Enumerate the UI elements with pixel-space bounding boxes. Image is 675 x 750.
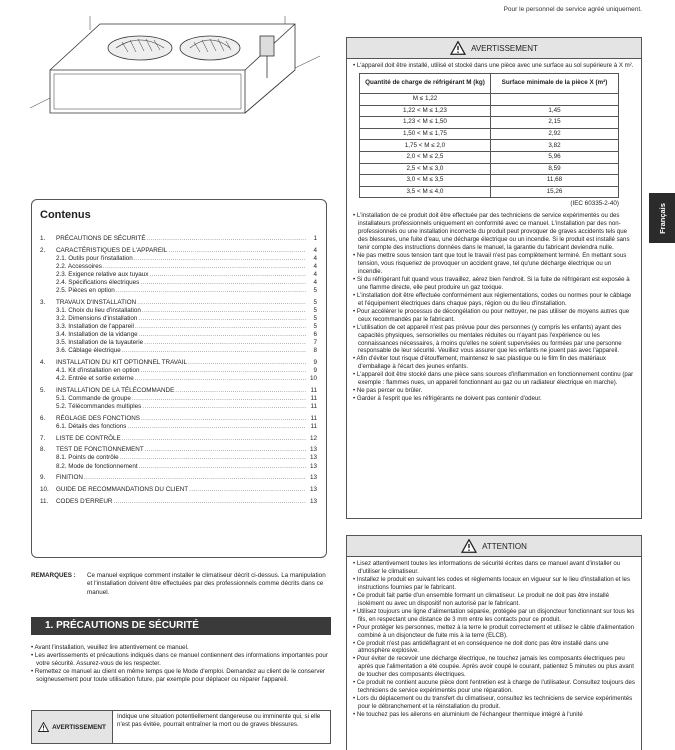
table-cell [491,93,619,105]
intro-text: • L'appareil doit être installé, utilisé et stocké dans une pièce avec une surface au sol supérieure à X m². [353,62,634,69]
toc-number: 8. [40,446,46,454]
toc-page: 1 [313,235,317,242]
table-cell: 1,50 < M ≤ 1,75 [360,128,491,140]
warning-definition: Indique une situation potentiellement dangereuse ou imminente qui, si elle n'est pas évitée, pourrait entraîner la mort ou de graves blessures. [113,710,331,744]
toc-page: 11 [310,414,317,422]
toc-text: 4.1. Kit d'installation en option [56,367,140,375]
toc-leader [188,359,306,367]
table-row [360,105,619,117]
toc-page: 4 [313,270,317,278]
indoor-unit-illustration [30,8,325,118]
toc-number: 5. [40,386,46,394]
toc-entry [40,367,317,375]
toc-page: 8 [313,347,317,355]
toc-number: 9. [40,474,46,482]
toc-page: 4 [313,254,317,262]
toc-page: 11 [310,386,317,394]
toc-entry [40,331,317,339]
toc-text: PRÉCAUTIONS DE SÉCURITÉ [56,235,146,242]
table-row [360,163,619,175]
toc-text: INSTALLATION DU KIT OPTIONNEL TRAVAIL [56,359,187,367]
toc-entry [40,255,317,263]
section-1-title: 1. PRÉCAUTIONS DE SÉCURITÉ [31,617,331,635]
list-item: • Les avertissements et précautions indiqués dans ce manuel contiennent des informations importantes pour votre sécurité. Assurez-vous de les respecter. [31,652,328,668]
table-row [360,175,619,187]
toc-entry [40,339,317,347]
toc-entry [40,375,317,383]
toc-title: Contenus [40,209,91,221]
table-cell: 1,45 [491,105,619,117]
toc-page: 5 [313,298,317,306]
list-item: • L'installation de ce produit doit être effectuée par des techniciens de service expérimentés ou des installateurs professionnels uniquement en conformité avec ce manuel. L'installation par des non-professionnels ou une installation incorrecte du produit peut provoquer de graves accidents tels que des blessures, une fuite d'eau, une décharge électrique ou un incendie. Si le produit est installé sans tenir compte des instructions données dans le manuel, la garantie du fabricant deviendra nulle. [353,212,630,252]
toc-text: 2.1. Outils pour l'installation [56,254,133,262]
list-item: • Pour éviter de recevoir une décharge électrique, ne touchez jamais les composants électriques peu après que l'alimentation a été coupée. Après avoir coupé le courant, patientez 5 minutes ou plus avant de toucher des composants électriques. [353,655,634,679]
toc-entry [40,498,317,506]
toc-text: 3.5. Installation de la tuyauterie [56,339,144,347]
toc-leader [139,463,306,471]
toc-page: 4 [313,279,317,287]
toc-entry [40,403,317,411]
toc-text: 3.1. Choix du lieu d'installation [56,306,141,314]
list-item: • Ne touchez pas les ailerons en aluminium de l'échangeur thermique intégré à l'unité [353,711,583,719]
remarques-note [31,572,331,597]
refrigerant-table [359,73,619,198]
table-row [360,151,619,163]
toc-leader [113,498,306,506]
table-cell: 2,92 [491,128,619,140]
toc-text: 2.3. Exigence relative aux tuyaux [56,270,149,278]
toc-entry [40,423,317,431]
toc-text: 3.4. Installation de la vidange [56,331,138,339]
avertissement-box [346,37,642,519]
toc-leader [149,271,306,279]
toc-text: FINITION [56,474,83,482]
list-item: • Garder à l'esprit que les réfrigérants ne doivent pas contenir d'odeur. [353,395,542,403]
toc-entry [40,287,317,295]
table-cell: 8,59 [491,163,619,175]
toc-entry [40,415,317,423]
toc-entry [40,323,317,331]
toc-text: 4.2. Entrée et sortie externe [56,375,134,383]
avertissement-title: AVERTISSEMENT [471,43,538,53]
avertissement-body [347,59,641,403]
table-cell: 11,68 [491,175,619,187]
header-note: Pour le personnel de service agréé uniquement. [503,6,642,13]
toc-entry [40,235,317,243]
table-cell: 2,15 [491,117,619,129]
list-item: • Avant l'installation, veuillez lire attentivement ce manuel. [31,644,189,651]
toc-entry [40,359,317,367]
toc-entry [40,247,317,255]
toc-leader [139,331,306,339]
table-row [360,93,619,105]
toc-entry [40,395,317,403]
toc-page: 5 [313,306,317,314]
toc-leader [144,339,306,347]
table-row [360,140,619,152]
list-item: • L'installation doit être effectuée conformément aux réglementations, codes ou normes pour le câblage et l'équipement électriques dans chaque pays, région ou du lieu d'installation. [353,291,632,307]
toc-page: 12 [309,434,317,442]
toc-number: 4. [40,359,46,367]
toc-page: 13 [309,446,317,454]
toc-leader [122,435,306,443]
toc-page: 9 [313,367,317,375]
toc-entry [40,307,317,315]
toc-leader [127,423,306,431]
toc-text: 5.2. Télécommandes multiples [56,403,142,411]
warning-triangle-icon [450,41,466,55]
toc-page: 11 [310,422,317,430]
toc-text: 2.4. Spécifications électriques [56,279,140,287]
toc-text: CODES D'ERREUR [56,497,113,505]
toc-leader [168,247,306,255]
toc-number: 1. [40,235,46,242]
warning-definition-row [31,710,331,744]
toc-page: 6 [313,331,317,339]
toc-entry [40,263,317,271]
section-1-bullets [31,644,331,684]
toc-leader [116,287,306,295]
toc-number: 3. [40,298,46,306]
table-reference: (IEC 60335-2-40) [570,200,619,208]
toc-page: 5 [313,323,317,331]
list-item: • Ce produit fait partie d'un ensemble formant un climatiseur. Le produit ne doit pas être installé isolément ou avec un dispositif non autorisé par le fabricant. [353,591,609,607]
toc-page: 7 [313,339,317,347]
table-cell: 1,75 < M ≤ 2,0 [360,140,491,152]
toc-page: 13 [309,474,317,482]
toc-leader [147,235,306,243]
toc-page: 13 [309,485,317,493]
table-cell: M ≤ 1,22 [360,93,491,105]
toc-page: 11 [310,395,317,403]
toc-number: 7. [40,434,46,442]
list-item: • Ne pas mettre sous tension tant que tout le travail n'est pas complètement terminé. En mettant sous tension, vous risqueriez de provoquer un accident grave, tel qu'une décharge électrique ou un incendie. [353,252,627,275]
list-item: • L'utilisation de cet appareil n'est pas prévue pour des personnes (y compris les enfants) ayant des capacités physiques, sensorielles ou mentales réduites ou n'ayant pas l'expérience ou les connaissances nécessaires, à moins qu'elles ne soient supervisées ou formées par une personne responsable de leur sécurité. Veuillez vous assurer que les enfants ne jouent pas avec l'appareil. [353,323,622,355]
toc-text: LISTE DE CONTRÔLE [56,434,121,442]
toc-leader [175,387,306,395]
toc-text: 5.1. Commande de groupe [56,395,131,403]
warning-triangle-icon [38,722,49,732]
toc-leader [137,299,306,307]
toc-page: 13 [309,497,317,505]
toc-entry [40,463,317,471]
table-cell: 2,5 < M ≤ 3,0 [360,163,491,175]
toc-page: 4 [313,262,317,270]
toc-entry [40,315,317,323]
table-cell: 3,5 < M ≤ 4,0 [360,186,491,198]
toc-entry [40,387,317,395]
table-cell: 1,22 < M ≤ 1,23 [360,105,491,117]
toc-leader [122,347,306,355]
list-item: • Afin d'éviter tout risque d'étouffement, maintenez le sac plastique ou le film fin des matériaux d'emballage à l'écart des jeunes enfants. [353,355,606,371]
list-item: • Installez le produit en suivant les codes et règlements locaux en vigueur sur le lieu d'installation et les instructions fournies par le fabricant. [353,575,630,591]
table-row [360,117,619,129]
table-cell: 2,0 < M ≤ 2,5 [360,151,491,163]
toc-leader [120,454,306,462]
table-cell: 5,96 [491,151,619,163]
toc-page: 9 [313,359,317,367]
language-tab-label: Français [657,202,667,234]
attention-box [346,535,642,750]
list-item: • Ce produit n'est pas antidéflagrant et en conséquence ne doit donc pas être installé dans une atmosphère explosive. [353,639,609,655]
table-row [360,128,619,140]
table-row [360,186,619,198]
toc-number: 11. [40,497,49,505]
list-item: • Remettez ce manuel au client en même temps que le Mode d'emploi. Demandez au client de le conserver soigneusement pour toute utilisation future, par exemple pour déplacer ou réparer l'appareil. [31,668,325,684]
toc-text: 3.6. Câblage électrique [56,347,121,355]
toc-leader [138,315,306,323]
table-cell: 3,0 < M ≤ 3,5 [360,175,491,187]
toc-entry [40,347,317,355]
toc-text: TEST DE FONCTIONNEMENT [56,446,144,454]
toc-entry [40,271,317,279]
toc-entry [40,299,317,307]
toc-page: 13 [309,462,317,470]
warning-triangle-icon [461,539,477,553]
toc-leader [135,375,306,383]
toc-leader [142,307,306,315]
toc-leader [140,279,306,287]
toc-entry [40,435,317,443]
toc-text: 8.2. Mode de fonctionnement [56,462,138,470]
list-item: • Lors du déplacement ou du transfert du climatiseur, consultez les techniciens de service expérimentés pour le débranchement et la réinstallation du produit. [353,695,633,711]
toc-entry [40,474,317,482]
toc-entry [40,279,317,287]
toc-text: 8.1. Points de contrôle [56,454,119,462]
toc-text: GUIDE DE RECOMMANDATIONS DU CLIENT [56,485,189,493]
toc-text: 3.2. Dimensions d'installation [56,315,138,323]
toc-entry [40,486,317,494]
list-item: • Si du réfrigérant fuit quand vous travaillez, aérez bien l'endroit. Si la fuite de réfrigérant est exposée à une flamme directe, elle peut produire un gaz toxique. [353,275,630,291]
toc-list [40,235,317,506]
toc-entry [40,446,317,454]
toc-text: INSTALLATION DE LA TÉLÉCOMMANDE [56,386,175,394]
list-item: • Ce produit ne contient aucune pièce dont l'entretien est à charge de l'utilisateur. Consultez toujours des techniciens de service expérimentés pour une réparation. [353,679,635,695]
toc-page: 5 [313,315,317,323]
remarques-label: REMARQUES : [31,572,76,579]
warning-label [31,710,113,744]
toc-text: 2.5. Pièces en option [56,287,115,295]
warning-label-text: AVERTISSEMENT [52,723,106,731]
list-item: • L'appareil doit être stocké dans une pièce sans sources d'inflammation en fonctionnement continu (par exemple : flammes nues, un appareil fonctionnant au gaz ou un radiateur électrique en marche). [353,371,634,387]
table-header: Surface minimale de la pièce X (m²) [491,73,619,93]
table-header: Quantité de charge de réfrigérant M (kg) [360,73,491,93]
toc-text: 6.1. Détails des fonctions [56,422,127,430]
list-item: • Pour accélérer le processus de décongélation ou pour nettoyer, ne pas utiliser de moyens autres que ceux recommandés par le fabricant. [353,307,630,323]
table-cell: 1,23 < M ≤ 1,50 [360,117,491,129]
toc-text: 2.2. Accessoires [56,262,102,270]
attention-header [347,536,641,557]
toc-page: 13 [309,454,317,462]
toc-leader [145,446,306,454]
list-item: • Pour protéger les personnes, mettez à la terre le produit correctement et utilisez le câble d'alimentation combiné à un disjoncteur de fuite mis à la terre (ELCB). [353,623,635,639]
toc-leader [189,486,306,494]
table-cell: 3,82 [491,140,619,152]
toc-leader [141,415,306,423]
attention-bullets [347,557,641,719]
toc-entry [40,454,317,462]
toc-leader [135,323,306,331]
toc-leader [140,367,306,375]
toc-page: 4 [313,246,317,254]
toc-leader [84,474,306,482]
toc-leader [132,395,306,403]
toc-page: 5 [313,287,317,295]
toc-page: 10 [309,375,317,383]
toc-number: 2. [40,246,46,254]
toc-leader [142,403,306,411]
avertissement-header [347,38,641,59]
toc-leader [103,263,306,271]
attention-title: ATTENTION [482,541,527,551]
toc-text: 3.3. Installation de l'appareil [56,323,134,331]
remarques-text: Ce manuel explique comment installer le climatiseur décrit ci-dessus. La manipulation et l'installation doivent être effectuées par des professionnels comme décrits dans ce manuel. [87,572,326,596]
list-item: • Lisez attentivement toutes les informations de sécurité écrites dans ce manuel avant d'installer ou d'utiliser le climatiseur. [353,560,621,575]
avertissement-bullets [353,212,635,403]
toc-leader [134,255,306,263]
list-item: • Ne pas percer ou brûler. [353,387,423,395]
toc-number: 6. [40,414,46,422]
toc-text: CARACTÉRISTIQUES DE L'APPAREIL [56,246,168,254]
toc-text: RÉGLAGE DES FONCTIONS [56,414,140,422]
toc-page: 11 [310,403,317,411]
table-of-contents [31,199,327,558]
toc-text: TRAVAUX D'INSTALLATION [56,298,137,306]
toc-number: 10. [40,485,49,493]
table-cell: 15,26 [491,186,619,198]
language-tab [649,193,675,243]
list-item: • Utilisez toujours une ligne d'alimentation séparée, protégée par un disjoncteur fonctionnant sur tous les fils, en respectant une distance de 3 mm entre les contacts pour ce produit. [353,607,635,623]
